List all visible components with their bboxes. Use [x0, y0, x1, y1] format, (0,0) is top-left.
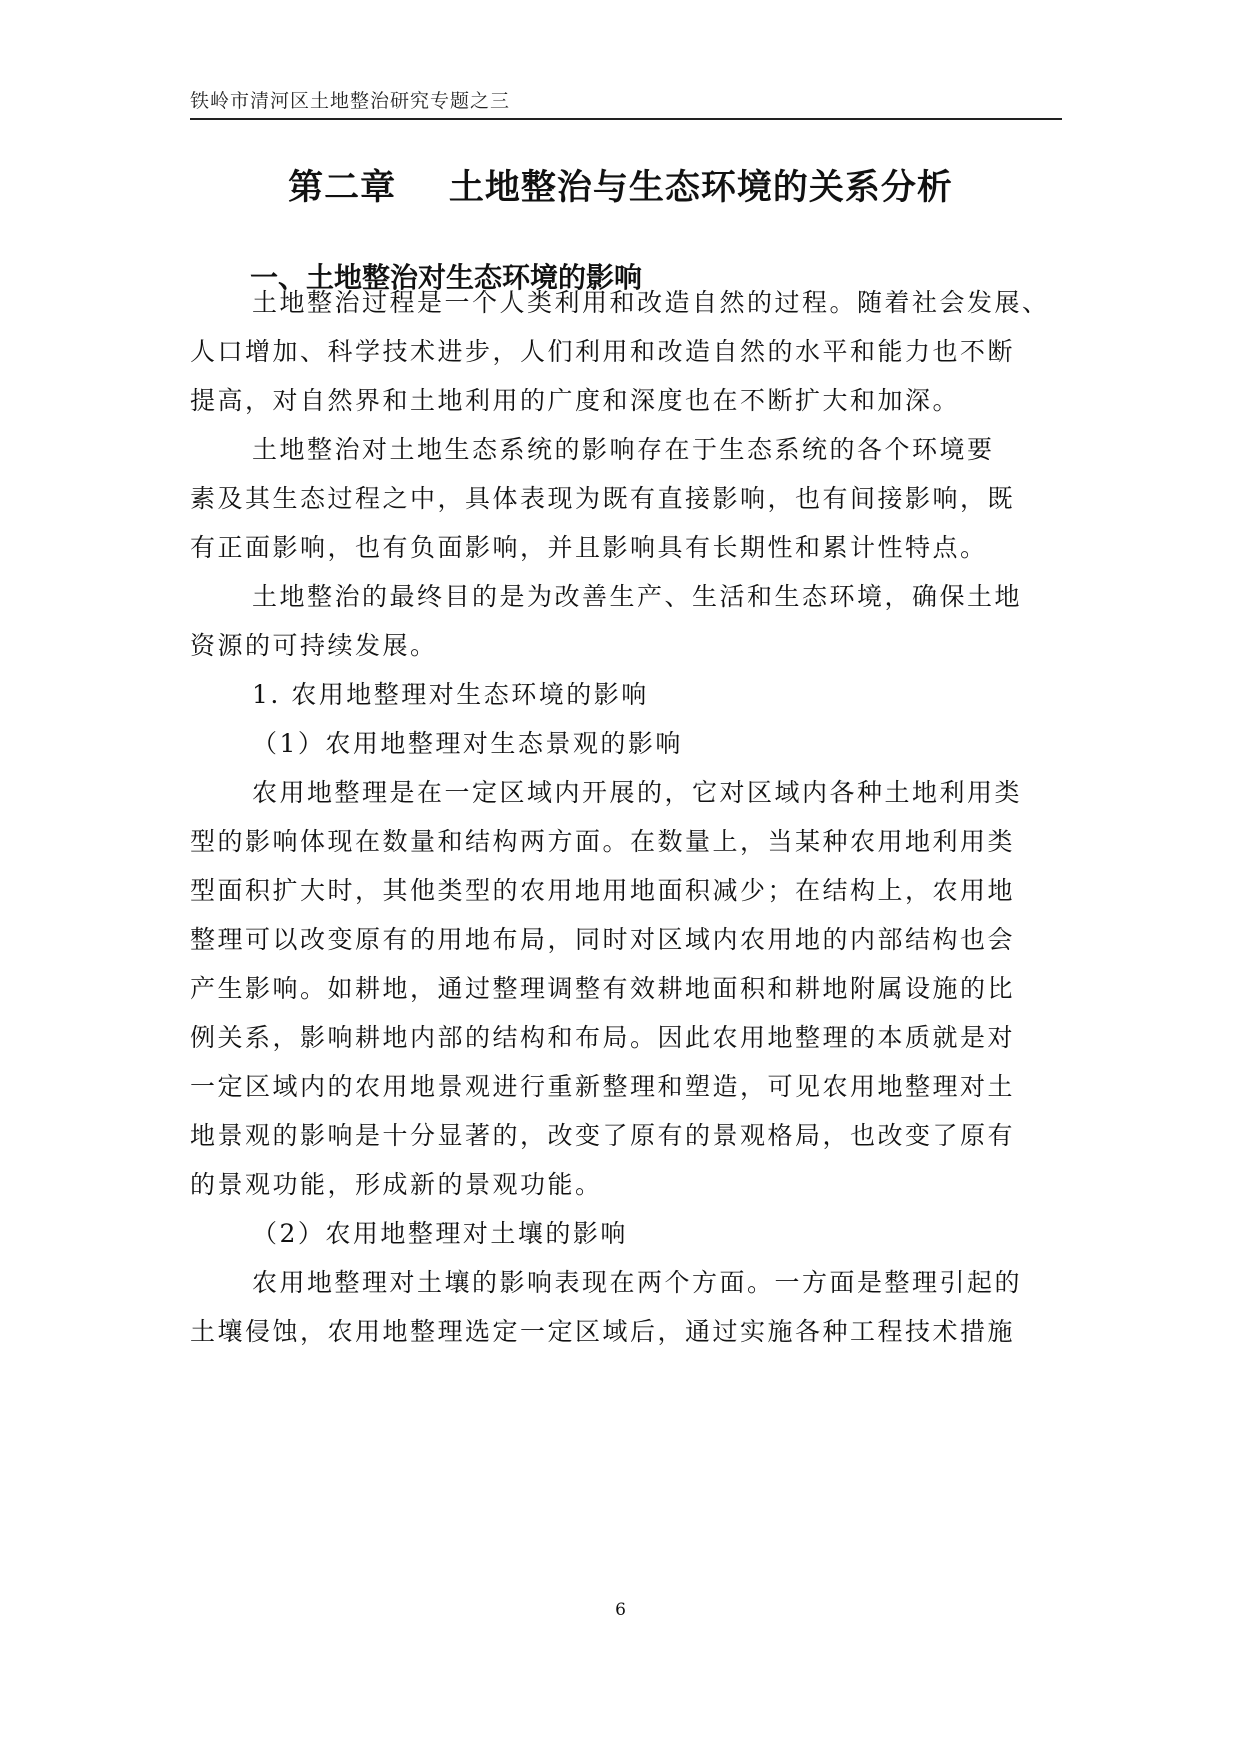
subheading: （2）农用地整理对土壤的影响: [252, 1219, 628, 1248]
body-line: 整理可以改变原有的用地布局，同时对区域内农用地的内部结构也会: [190, 925, 1016, 954]
body-line: 土地整治对土地生态系统的影响存在于生态系统的各个环境要: [252, 435, 995, 464]
body-line: 的景观功能，形成新的景观功能。: [190, 1170, 603, 1199]
section-title: 一、土地整治对生态环境的影响: [250, 261, 643, 294]
body-line: 产生影响。如耕地，通过整理调整有效耕地面积和耕地附属设施的比: [190, 974, 1016, 1003]
page-number: 6: [615, 1600, 626, 1620]
body-line: 例关系，影响耕地内部的结构和布局。因此农用地整理的本质就是对: [190, 1023, 1016, 1052]
body-line: 人口增加、科学技术进步，人们利用和改造自然的水平和能力也不断: [190, 337, 1016, 366]
subheading: 1. 农用地整理对生态环境的影响: [252, 680, 649, 709]
body-line: 有正面影响，也有负面影响，并且影响具有长期性和累计性特点。: [190, 533, 988, 562]
body-line: 地景观的影响是十分显著的，改变了原有的景观格局，也改变了原有: [190, 1121, 1016, 1150]
body-line: 土地整治的最终目的是为改善生产、生活和生态环境，确保土地: [252, 582, 1023, 611]
body-line: 一定区域内的农用地景观进行重新整理和塑造，可见农用地整理对土: [190, 1072, 1016, 1101]
body-line: 农用地整理是在一定区域内开展的，它对区域内各种土地利用类: [252, 778, 1023, 807]
subheading: （1）农用地整理对生态景观的影响: [252, 729, 683, 758]
body-line: 农用地整理对土壤的影响表现在两个方面。一方面是整理引起的: [252, 1268, 1023, 1297]
body-line: 提高，对自然界和土地利用的广度和深度也在不断扩大和加深。: [190, 386, 961, 415]
body-line: 土地整治过程是一个人类利用和改造自然的过程。随着社会发展、: [252, 288, 1050, 317]
chapter-title: 第二章 土地整治与生态环境的关系分析: [288, 168, 953, 208]
body-line: 型的影响体现在数量和结构两方面。在数量上，当某种农用地利用类: [190, 827, 1016, 856]
running-header: [190, 82, 1062, 120]
body-line: 型面积扩大时，其他类型的农用地用地面积减少；在结构上，农用地: [190, 876, 1016, 905]
body-line: 土壤侵蚀，农用地整理选定一定区域后，通过实施各种工程技术措施: [190, 1317, 1016, 1346]
body-line: 资源的可持续发展。: [190, 631, 438, 660]
body-line: 素及其生态过程之中，具体表现为既有直接影响，也有间接影响，既: [190, 484, 1016, 513]
header-text: 铁岭市清河区土地整治研究专题之三: [190, 90, 511, 112]
